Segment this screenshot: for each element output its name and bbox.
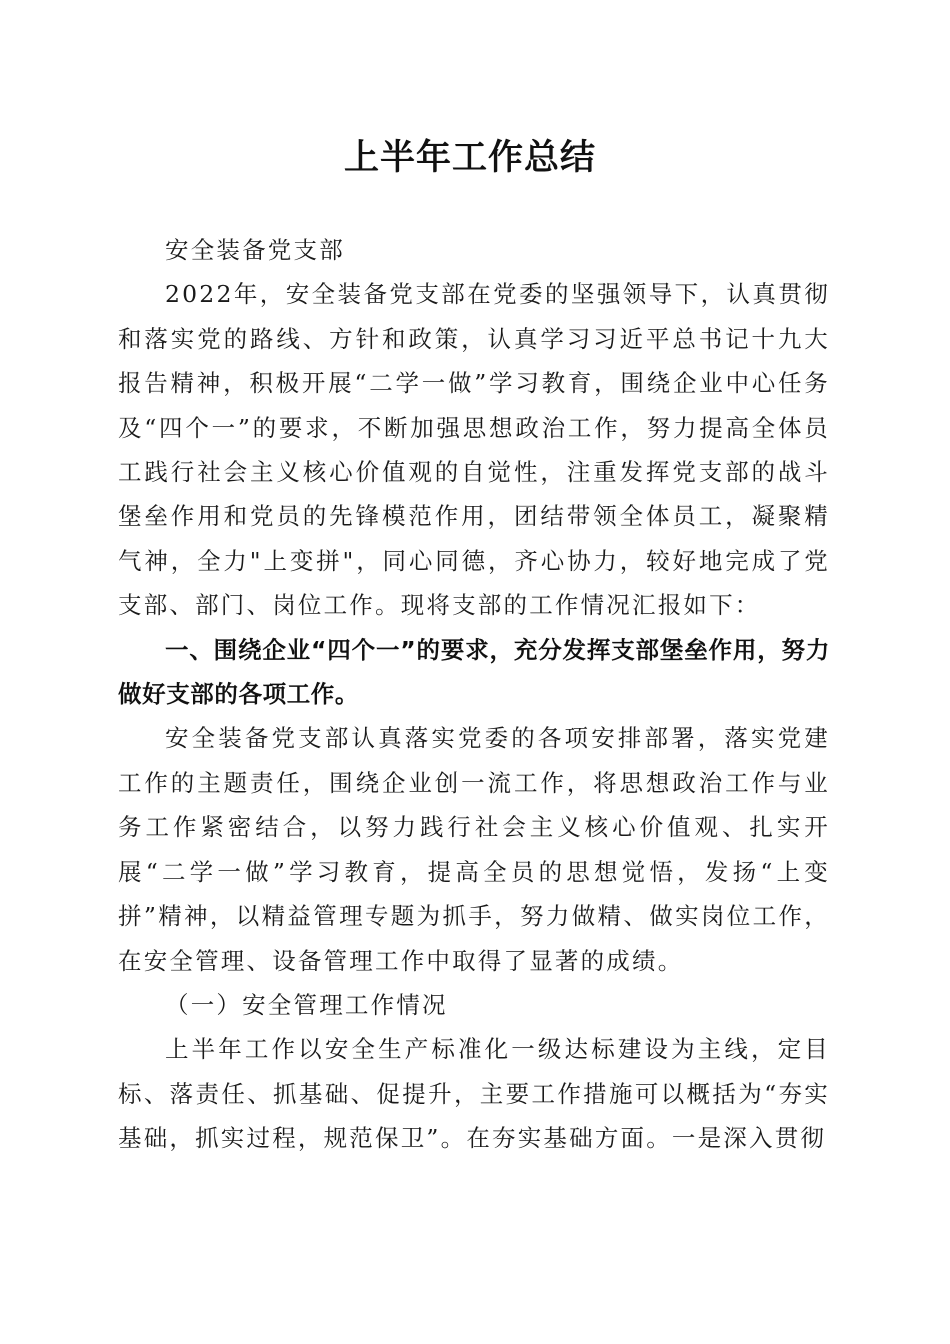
- section-heading-1: 一、围绕企业“四个一”的要求，充分发挥支部堡垒作用，努力做好支部的各项工作。: [118, 635, 830, 709]
- document-body: [118, 228, 830, 1161]
- subsection-1-paragraph: 上半年工作以安全生产标准化一级达标建设为主线，定目标、落责任、抓基础、促提升，主要工作措施可以概括为“夯实基础，抓实过程，规范保卫”。在夯实基础方面。一是深入贯彻: [118, 1035, 830, 1153]
- section-1-paragraph: 安全装备党支部认真落实党委的各项安排部署，落实党建工作的主题责任，围绕企业创一流工作，将思想政治工作与业务工作紧密结合，以努力践行社会主义核心价值观、扎实开展“二学一做”学习教育，提高全员的思想觉悟，发扬“上变拼”精神，以精益管理专题为抓手，努力做精、做实岗位工作，在安全管理、设备管理工作中取得了显著的成绩。: [118, 724, 830, 975]
- intro-paragraph: 2022年，安全装备党支部在党委的坚强领导下，认真贯彻和落实党的路线、方针和政策，认真学习习近平总书记十九大报告精神，积极开展“二学一做”学习教育，围绕企业中心任务及“四个一”的要求，不断加强思想政治工作，努力提高全体员工践行社会主义核心价值观的自觉性，注重发挥党支部的战斗堡垒作用和党员的先锋模范作用，团结带领全体员工，凝聚精气神，全力"上变拼"，同心同德，齐心协力，较好地完成了党支部、部门、岗位工作。现将支部的工作情况汇报如下：: [118, 280, 830, 620]
- document-title: 上半年工作总结: [343, 137, 596, 178]
- author-line: 安全装备党支部: [165, 236, 345, 264]
- subsection-heading-1: （一）安全管理工作情况: [165, 990, 448, 1019]
